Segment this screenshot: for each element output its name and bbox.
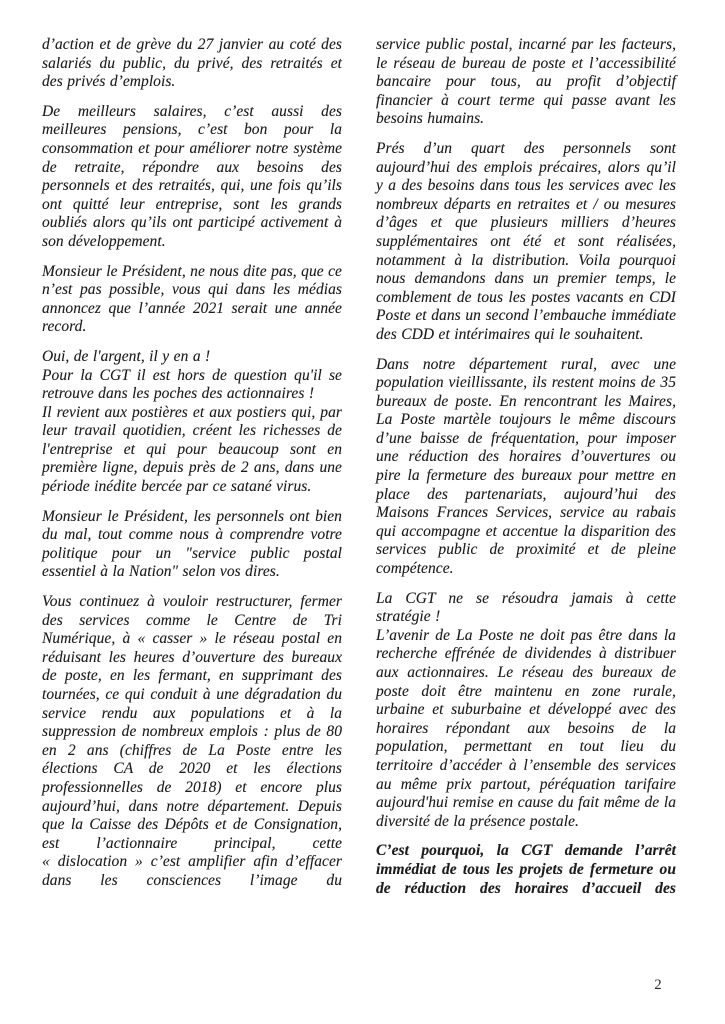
two-column-text-block [42,36,676,909]
left-column [42,36,342,909]
page-number: 2 [654,977,662,993]
paragraph-il-revient: Il revient aux postières et aux postiers qui, par leur travail quotidien, créent les richesses de l'entreprise et qui pour beaucoup sont en première ligne, depuis près de 2 ans, dans une période inédite bercée par ce satané virus. [42,403,342,496]
paragraph-meilleurs-salaires: De meilleurs salaires, c’est aussi des meilleures pensions, c’est bon pour la consommation et pour améliorer notre système de retraite, répondre aux besoins des personnels et des retraités, qui, une fois qu’ils ont quitté leur entreprise, sont les grands oubliés alors qu’ils ont participé activement à son développement. [42,102,342,250]
paragraph-departement-rural: Dans notre département rural, avec une population vieillissante, ils restent moins de 35 bureaux de poste. En rencontrant les Maires, La Poste martèle toujours le même discours d’une baisse de fréquentation, pour imposer une réduction des horaires d’ouvertures ou pire la fermeture des bureaux pour mettre en place des partenariats, aujourd’hui des Maisons Frances Services, service au rabais qui accompagne et accentue la disparition des services public de proximité et de pleine compétence. [376,355,676,578]
paragraph-pour-la-cgt: Pour la CGT il est hors de question qu'il se retrouve dans les poches des actionnaires ! [42,366,342,403]
paragraph-monsieur-president-medias: Monsieur le Président, ne nous dite pas, que ce n’est pas possible, vous qui dans les médias annoncez que l’année 2021 serait une année record. [42,262,342,336]
paragraph-service-public-essentiel: Monsieur le Président, les personnels ont bien du mal, tout comme nous à comprendre votre politique pour un "service public postal essentiel à la Nation" selon vos dires. [42,507,342,581]
paragraph-action-greve: d’action et de grève du 27 janvier au coté des salariés du public, du privé, des retraités et des privés d’emplois. [42,36,342,91]
paragraph-service-public-incarne: service public postal, incarné par les facteurs, le réseau de bureau de poste et l’accessibilité bancaire pour tous, au profit d’objectif financier à court terme qui passe avant les besoins humains. [376,36,676,128]
paragraph-cest-pourquoi-demande: C’est pourquoi, la CGT demande l’arrêt immédiat de tous les projets de fermeture ou de réduction des horaires d’accueil des [376,842,676,897]
paragraph-quart-personnels: Prés d’un quart des personnels sont aujourd’hui des emplois précaires, alors qu’il y a des besoins dans tous les services avec les nombreux départs en retraites et / ou mesures d’âges et que plusieurs milliers d’heures supplémentaires ont été et sont réalisées, notamment à la distribution. Voila pourquoi nous demandons dans un premier temps, le comblement de tous les postes vacants en CDI Poste et dans un second l’embauche immédiate des CDD et intérimaires qui le souhaitent. [376,139,676,343]
paragraph-cgt-strategie: La CGT ne se résoudra jamais à cette stratégie ! [376,589,676,626]
paragraph-oui-argent: Oui, de l'argent, il y en a ! [42,347,211,365]
right-column [376,36,676,909]
paragraph-vous-continuez: Vous continuez à vouloir restructurer, fermer des services comme le Centre de Tri Numérique, à « casser » le réseau postal en réduisant les heures d’ouverture des bureaux de poste, en les fermant, en supprimant des tournées, ce qui conduit à une dégradation du service rendu aux populations et à la suppression de nombreux emplois : plus de 80 en 2 ans (chiffres de La Poste entre les élections CA de 2020 et les élections professionnelles de 2018) et encore plus aujourd’hui, dans notre département. Depuis que la Caisse des Dépôts et de Consignation, est l’actionnaire principal, cette « dislocation » c’est amplifier afin d’effacer dans les consciences l’image du [42,593,342,889]
paragraph-avenir-la-poste: L’avenir de La Poste ne doit pas être dans la recherche effrénée de dividendes à distribuer aux actionnaires. Le réseau des bureaux de poste doit être maintenu en zone rurale, urbaine et suburbaine et développé avec des horaires répondant aux besoins de la population, permettant en tout lieu du territoire d’accéder à l’ensemble des services au même prix partout, péréquation tarifaire aujourd'hui remise en cause du fait même de la diversité de la présence postale. [376,626,676,830]
